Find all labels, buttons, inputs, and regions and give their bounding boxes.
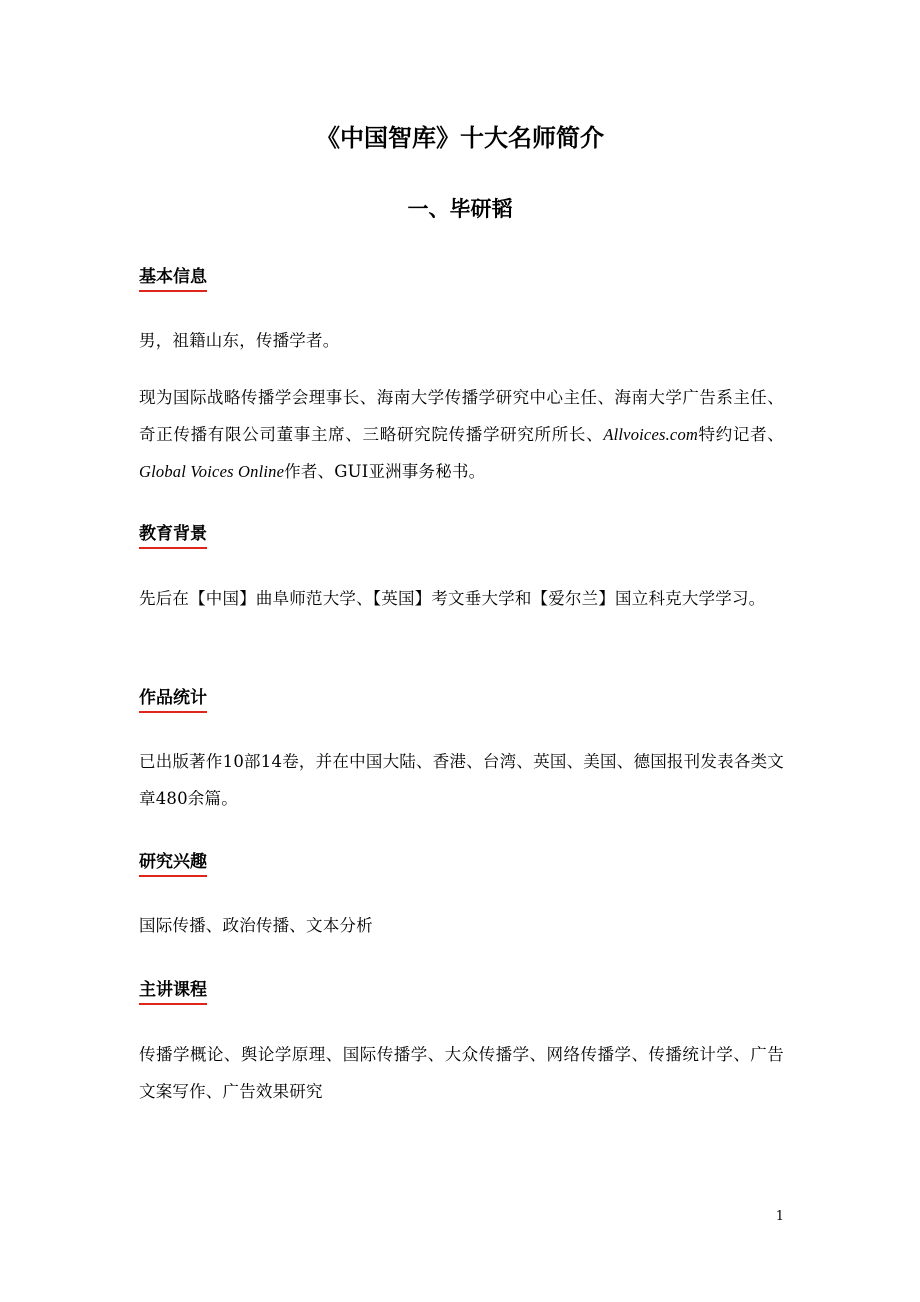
research-interests-paragraph: 国际传播、政治传播、文本分析: [139, 916, 373, 935]
basic-info-paragraph-2: [139, 379, 784, 490]
basic-info-text-author: 作者、GUI亚洲事务秘书。: [284, 462, 486, 481]
section-heading-education: 教育背景: [139, 522, 207, 549]
document-title: 《中国智库》十大名师简介: [316, 124, 604, 152]
works-paragraph: 已出版著作10部14卷，并在中国大陆、香港、台湾、英国、美国、德国报刊发表各类文章480余篇。: [139, 752, 784, 808]
basic-info-paragraph-1: 男，祖籍山东，传播学者。: [139, 331, 340, 350]
section-heading-courses: 主讲课程: [139, 978, 207, 1005]
allvoices-site-name: Allvoices.com: [603, 425, 699, 444]
section-heading-works: 作品统计: [139, 686, 207, 713]
basic-info-text-roles: 现为国际战略传播学会理事长、海南大学传播学研究中心主任、海南大学广告系主任、奇正传播有限公司董事主席、三略研究院传播学研究所所长、: [139, 388, 784, 444]
person-heading: 一、毕研韬: [407, 197, 513, 221]
section-heading-research-interests: 研究兴趣: [139, 850, 207, 877]
global-voices-name: Global Voices Online: [139, 462, 285, 481]
courses-paragraph: 传播学概论、舆论学原理、国际传播学、大众传播学、网络传播学、传播统计学、广告文案写作、广告效果研究: [139, 1045, 784, 1101]
section-heading-basic-info: 基本信息: [139, 265, 207, 292]
education-paragraph: 先后在【中国】曲阜师范大学、【英国】考文垂大学和【爱尔兰】国立科克大学学习。: [139, 589, 766, 608]
basic-info-text-reporter: 特约记者、: [698, 425, 785, 444]
page-number: 1: [775, 1209, 784, 1224]
